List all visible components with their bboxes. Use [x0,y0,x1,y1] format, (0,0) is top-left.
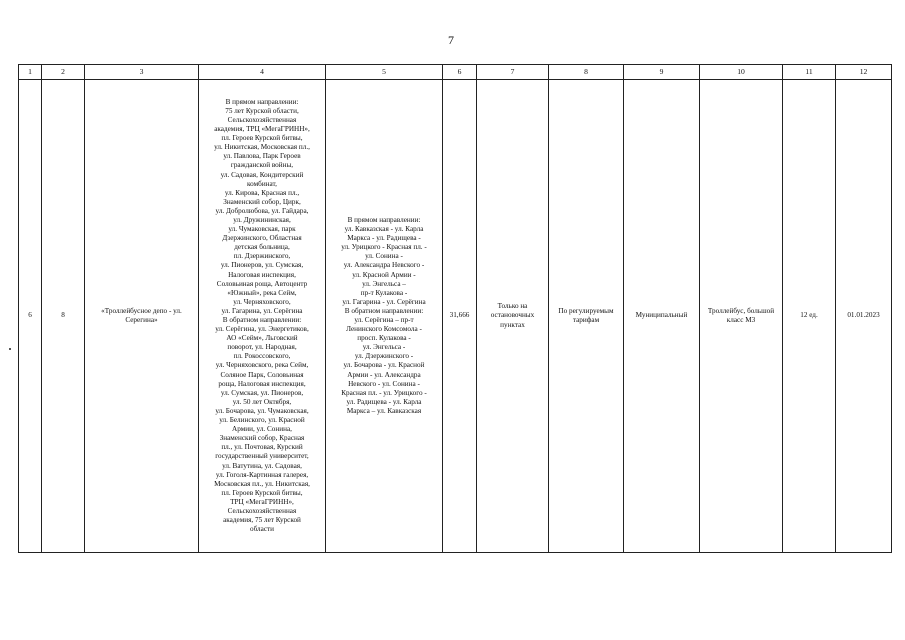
header-cell-4: 4 [199,65,326,80]
vehicle-class-cell: Троллейбус, большой класс М3 [700,80,783,553]
page-number: 7 [448,33,454,47]
stops-cell: В прямом направлении: 75 лет Курской области, Сельскохозяйственная академия, ТРЦ «МегаГРИНН», пл. Героев Курской битвы, ул. Никитская, Московская пл., ул. Павлова, Парк Героев гражданской войны, ул. Садовая, Кондитерский комбинат, ул. Кирова, Красная пл., Знаменский собор, Цирк, ул. Добролюбова, ул. Гайдара, ул. Дружининская, ул. Чумаковская, парк Дзержинского, Областная детская больница, пл. Дзержинского, ул. Пионеров, ул. Сумская, Налоговая инспекция, Соловьиная роща, Автоцентр «Южный», река Сейм, ул. Черняховского, ул. Гагарина, ул. Серёгина В обратном направлении: ул. Серёгина, ул. Энергетиков, АО «Сейм», Льговский поворот, ул. Народная, пл. Рокоссовского, ул. Черняховского, река Сейм, Соляное Парк, Соловьиная роща, Налоговая инспекция, ул. Сумская, ул. Пионеров, ул. 50 лет Октября, ул. Бочарова, ул. Чумаковская, ул. Белинского, ул. Красной Армии, ул. Сонина, Знаменский собор, Красная пл., ул. Почтовая, Курский государственный университет, ул. Ватутина, ул. Садовая, ул. Гоголя-Картинная галерея, Московская пл., ул. Никитская, пл. Героев Курской битвы, ТРЦ «МегаГРИНН», Сельскохозяйственная академия, 75 лет Курской области [199,80,326,553]
header-cell-2: 2 [42,65,85,80]
header-row [19,65,892,80]
boarding-order-cell: Только на остановочных пунктах [477,80,549,553]
vehicle-count-cell: 12 ед. [783,80,836,553]
header-cell-7: 7 [477,65,549,80]
header-cell-9: 9 [624,65,700,80]
start-date-cell: 01.01.2023 [836,80,892,553]
header-cell-1: 1 [19,65,42,80]
streets-cell: В прямом направлении: ул. Кавказская - ул. Карла Маркса - ул. Радищева - ул. Урицкого - Красная пл. - ул. Сонина - ул. Александра Невского - ул. Красной Армии - ул. Энгельса – пр-т Кулакова - ул. Гагарина - ул. Серёгина В обратном направлении: ул. Серёгина – пр-т Ленинского Комсомола - просп. Кулакова - ул. Энгельса - ул. Дзержинского - ул. Бочарова - ул. Красной Армии - ул. Александра Невского - ул. Сонина - Красная пл. - ул. Урицкого - ул. Радищева - ул. Карла Маркса – ул. Кавказская [326,80,443,553]
route-length-cell: 31,666 [443,80,477,553]
header-cell-6: 6 [443,65,477,80]
route-name-cell: «Троллейбусное депо - ул. Серегина» [85,80,199,553]
route-number-cell: 8 [42,80,85,553]
header-cell-11: 11 [783,65,836,80]
scan-dot [9,348,11,350]
tariff-cell: По регулируемым тарифам [549,80,624,553]
route-type-cell: Муниципальный [624,80,700,553]
row-number-cell: 6 [19,80,42,553]
header-cell-10: 10 [700,65,783,80]
header-cell-8: 8 [549,65,624,80]
table-row [19,80,892,553]
header-cell-3: 3 [85,65,199,80]
route-table [18,64,892,553]
header-cell-5: 5 [326,65,443,80]
header-cell-12: 12 [836,65,892,80]
